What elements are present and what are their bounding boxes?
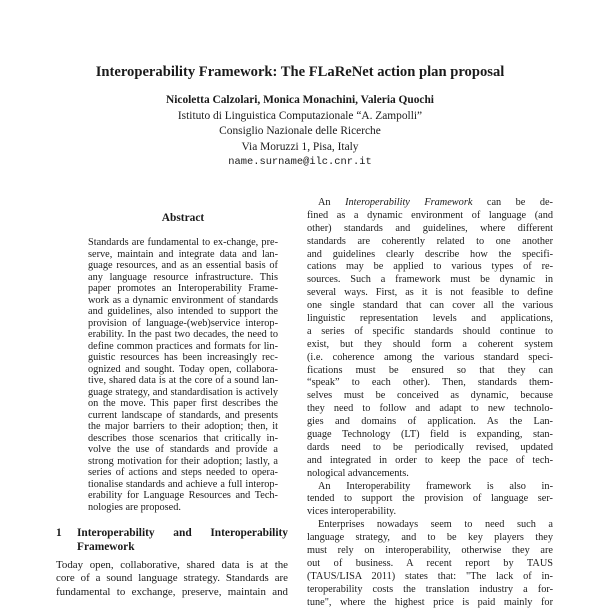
text-line: language strategy, and to be key players they xyxy=(307,532,553,544)
affiliation-line: Istituto di Linguistica Computazionale “A. Zampolli” xyxy=(177,109,423,122)
text-line: serve, maintain and integrate data and lan- xyxy=(88,248,278,260)
text-line: volve the use of standards and provide a xyxy=(88,444,278,455)
text-line: standards are coherently related to one another xyxy=(307,235,553,247)
text-line: and integrated in order to keep the pace of tech- xyxy=(307,454,553,466)
right-column xyxy=(307,197,553,610)
text-line: tune", where the highest price is paid mainly for xyxy=(307,596,553,608)
section-body xyxy=(56,559,288,599)
text-line: they need to follow and adapt to new technolo- xyxy=(307,403,553,415)
paper-title: Interoperability Framework: The FLaReNet action plan proposal xyxy=(95,64,505,80)
text-line: dards need to be periodically revised, updated xyxy=(307,441,553,453)
text-line: define common practices and formats for lin- xyxy=(88,340,278,352)
text-line: series of actions and steps needed to opera- xyxy=(88,467,278,478)
text-line: fined as a dynamic environment of language (and xyxy=(307,209,553,221)
section-title-line: Framework xyxy=(77,540,135,553)
text-line: selves must be conceived as dynamic, because xyxy=(307,390,553,402)
text-line: fundamental to exchange, preserve, maintain and xyxy=(56,585,288,598)
section-number: 1 xyxy=(56,527,62,539)
text-line: guage Technology (LT) field is expanding, stan- xyxy=(307,429,553,441)
text-line: one single standard that can cover all the various xyxy=(307,300,553,312)
emphasis: Interoperability Framework xyxy=(345,197,473,208)
text-line: nological advancements. xyxy=(307,467,409,479)
text-line: strong motivation for their adoption; lastly, a xyxy=(88,455,278,467)
text-line: tended to support the provision of language ser- xyxy=(307,493,553,505)
text-line: Today open, collaborative, shared data is at the xyxy=(56,559,288,571)
text-span: can be de- xyxy=(472,197,553,208)
author-names: Nicoletta Calzolari, Monica Monachini, Valeria Quochi xyxy=(166,94,434,106)
text-line: erability. In the past two decades, the need to xyxy=(88,329,278,340)
abstract-heading: Abstract xyxy=(161,212,205,224)
text-line: linguistic representation levels and applications, xyxy=(307,313,553,325)
text-line: fications must be ensured so that they can xyxy=(307,364,553,376)
text-line: provision of language-(web)service interop- xyxy=(88,317,278,329)
text-line: Enterprises nowadays seem to need such a xyxy=(318,519,553,531)
text-line: tionalise standards and achieve a full interop- xyxy=(88,478,278,490)
author-block xyxy=(0,93,600,171)
text-line: on the move. This paper first describes the xyxy=(88,398,278,409)
text-line: cations may be applied to various types of re- xyxy=(307,261,553,273)
affiliation-line: Consiglio Nazionale delle Ricerche xyxy=(219,125,381,137)
text-line: guage strategy, and standardisation is actively xyxy=(88,386,278,398)
text-line: must rely on interoperability, otherwise they are xyxy=(307,545,553,557)
text-line: An Interoperability framework is also in- xyxy=(318,480,553,492)
section-title-line: Interoperability and Interoperability xyxy=(77,527,288,539)
text-span: An xyxy=(318,197,346,208)
text-line: the major barriers to their adoption; then, it xyxy=(88,421,278,432)
text-line: other) standards and guidelines, where different xyxy=(307,222,553,234)
text-line: any language resource infrastructure. This xyxy=(88,271,278,283)
text-line: guistic resources has been increasingly rec- xyxy=(88,352,278,363)
affiliation-line: Via Moruzzi 1, Pisa, Italy xyxy=(241,140,359,153)
text-line: several ways. First, as it is not feasible to define xyxy=(307,287,553,299)
text-line: (TAUS/LISA 2011) states that: "The lack of in- xyxy=(307,570,553,582)
text-line: “speak” to each other). Then, standards them- xyxy=(307,377,553,389)
text-line: exist, but they should form a coherent system xyxy=(307,338,553,350)
text-line: erability for Language Resources and Tech- xyxy=(88,490,278,501)
text-line: paper promotes an Interoperability Frame- xyxy=(88,283,278,294)
text-line: sources. Such a framework must be dynamic in xyxy=(307,274,553,286)
abstract-body xyxy=(88,237,278,513)
text-line: teroperability costs the translation industry a for- xyxy=(307,583,553,595)
text-line: describes those scenarios that critically in- xyxy=(88,432,278,444)
text-line: current landscape of standards, and presents xyxy=(88,409,278,421)
text-line: out of business. A recent report by TAUS xyxy=(307,557,553,569)
text-line: and guidelines, also intended to support the xyxy=(88,306,278,317)
text-line: and guidelines clearly describe how the specifi- xyxy=(307,248,553,260)
text-line: gies and domains of application. As the Lan- xyxy=(307,416,553,428)
text-line: guage resources, and as an essential basis of xyxy=(88,260,278,271)
text-line: vices interoperability. xyxy=(307,506,397,518)
text-line: ognized and sought. Today open, collabora- xyxy=(88,363,278,375)
text-line: work as a dynamic environment of standards xyxy=(88,294,278,306)
text-line: nologies are proposed. xyxy=(88,501,181,513)
text-line: core of a sound language strategy. Standards are xyxy=(56,572,288,585)
author-email: name.surname@ilc.cnr.it xyxy=(228,156,372,168)
text-line: (i.e. coherence among the various standard speci- xyxy=(307,351,553,363)
text-line: tive, shared data is at the core of a sound lan- xyxy=(88,375,278,386)
section-heading xyxy=(56,527,288,554)
text-line: Standards are fundamental to ex-change, pre- xyxy=(88,237,278,248)
text-line xyxy=(307,197,553,210)
text-line: a series of specific standards should continue to xyxy=(307,325,553,337)
